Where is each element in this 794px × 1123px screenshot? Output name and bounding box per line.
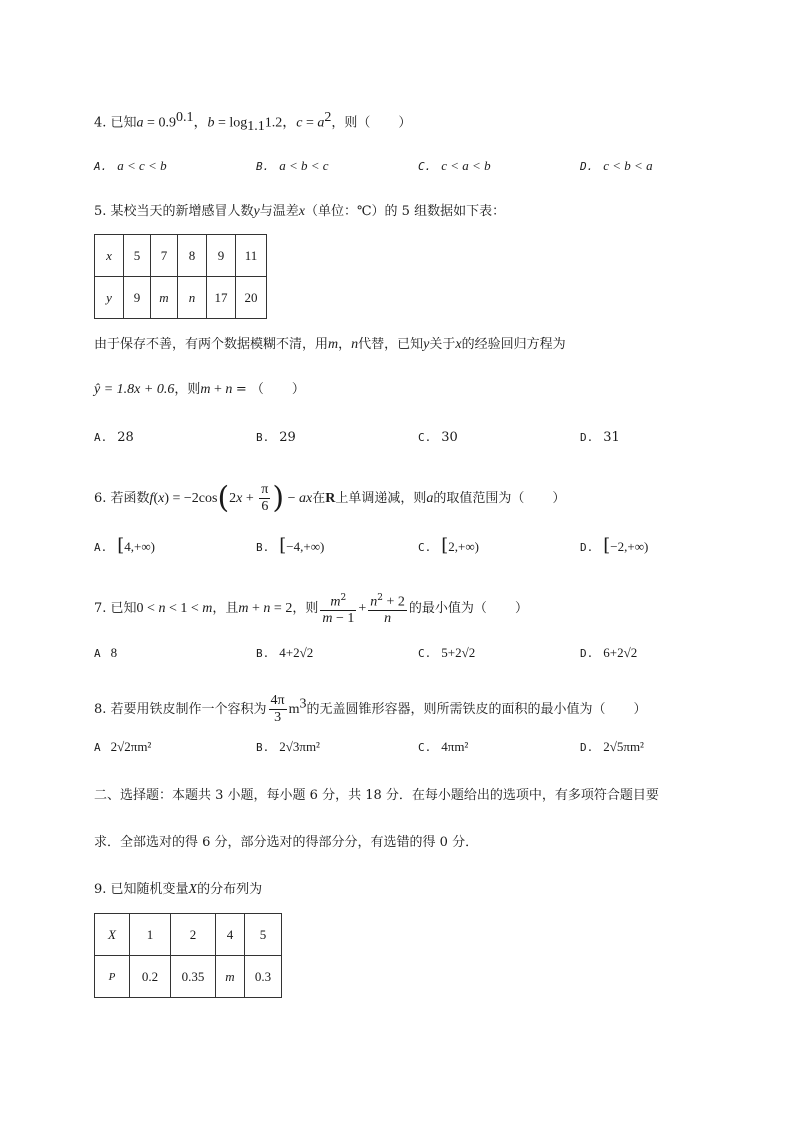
q8-option-d[interactable]: D. 2√5πm² [580,739,644,754]
section2-instructions-line1: 二、选择题：本题共 3 小题，每小题 6 分，共 18 分．在每小题给出的选项中，有多项符合题目要 [94,788,659,803]
table-cell: 7 [151,235,178,277]
q5-option-c[interactable]: C. 30 [418,430,458,445]
q8-option-a[interactable]: A 2√2πm² [94,739,152,754]
q5-text: 由于保存不善，有两个数据模糊不清，用m，n代替，已知y关于x的经验回归方程为 [94,337,566,352]
q6-option-b[interactable]: B. [−4,+∞) [256,535,325,556]
q8-option-c[interactable]: C. 4πm² [418,739,469,754]
section2-instructions-line2: 求．全部选对的得 6 分，部分选对的得部分分，有选错的得 0 分． [94,835,479,850]
q8-option-b[interactable]: B. 2√3πm² [256,739,320,754]
q5-data-table [94,234,267,319]
table-cell: 9 [124,277,151,319]
q5-equation: ŷ = 1.8x + 0.6，则m + n = （ ） [94,382,305,397]
table-cell: 9 [207,235,236,277]
q4-option-d[interactable]: D. c < b < a [580,158,653,173]
table-cell: 0.2 [130,956,171,998]
q8-stem: 8. 若要用铁皮制作一个容积为 $\frac{4\pi}{3}$ $m^3$的无盖圆锥形容器，则所需铁皮的面积的最小值为（ ） [94,693,647,725]
q7-option-c[interactable]: C. 5+2√2 [418,645,476,660]
table-cell: X [95,914,130,956]
q5-option-d[interactable]: D. 31 [580,430,620,445]
table-cell: 1 [130,914,171,956]
q6-option-a[interactable]: A. [4,+∞) [94,535,155,556]
table-cell: 0.35 [171,956,216,998]
q7-stem: 7. 已知0 < n < 1 < m，且m + n = 2，则 $\frac{m^2}{m - 1}$ + $\frac{n^2 + 2}{n}$ 的最小值为（ ） [94,590,528,627]
table-cell: P [95,956,130,998]
q9-distribution-table [94,913,282,998]
q6-option-c[interactable]: C. [2,+∞) [418,535,479,556]
table-cell: 2 [171,914,216,956]
q4-stem: 4. 已知$a = 0.9^{0.1}$，$b = \log_{1.1}1.2$，$c = a^2$，则（ ） [94,110,412,134]
table-cell: x [95,235,124,277]
q9-stem: 9. 已知随机变量X的分布列为 [94,882,263,897]
q4-option-b[interactable]: B. a < b < c [256,158,329,173]
table-cell: 5 [245,914,282,956]
q5-option-b[interactable]: B. 29 [256,430,296,445]
table-cell: y [95,277,124,319]
q5-stem: 5. 某校当天的新增感冒人数y与温差x（单位：℃）的 5 组数据如下表： [94,204,506,219]
table-cell: 11 [236,235,267,277]
q6-option-d[interactable]: D. [−2,+∞) [580,535,649,556]
table-cell: 0.3 [245,956,282,998]
q6-stem: 6. 若函数f(x) = −2cos(2x + $\frac{\pi}{6}$ ) − ax在R上单调递减，则a的取值范围为（ ） [94,480,566,516]
table-cell: m [216,956,245,998]
table-cell: 17 [207,277,236,319]
q4-option-a[interactable]: A. a < c < b [94,158,167,173]
q7-option-b[interactable]: B. 4+2√2 [256,645,314,660]
q7-option-a[interactable]: A 8 [94,645,118,660]
q5-option-a[interactable]: A. 28 [94,430,134,445]
q7-option-d[interactable]: D. 6+2√2 [580,645,638,660]
q4-option-c[interactable]: C. c < a < b [418,158,491,173]
table-cell: m [151,277,178,319]
table-cell: 20 [236,277,267,319]
table-cell: 8 [178,235,207,277]
table-cell: 4 [216,914,245,956]
table-cell: n [178,277,207,319]
table-cell: 5 [124,235,151,277]
